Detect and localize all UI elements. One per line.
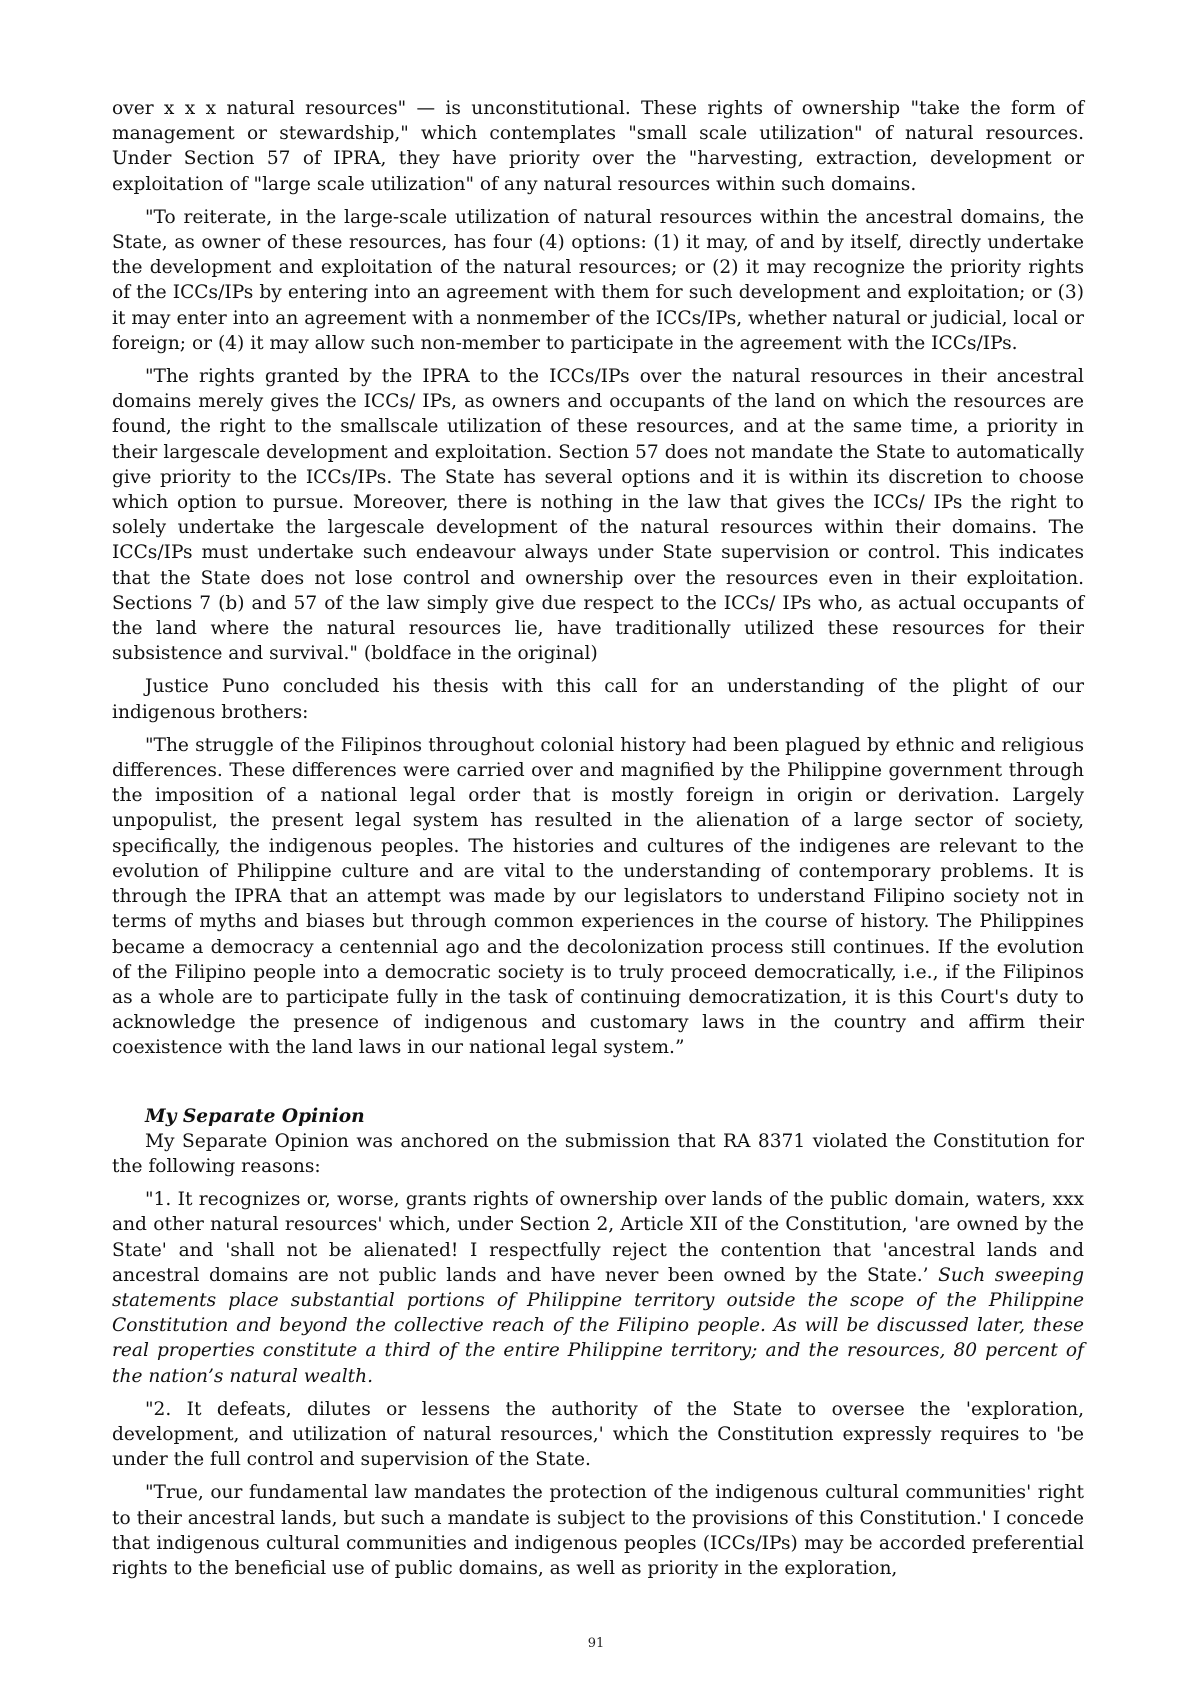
document-page xyxy=(112,96,1084,1581)
paragraph-true-mandate: "True, our fundamental law mandates the protection of the indigenous cultural communities' right to their ancestral lands, but such a mandate is subject to the provisions of this Constitution.' I concede that indigenous cultural communities and indigenous peoples (ICCs/IPs) may be accorded preferential rights to the beneficial use of public domains, as well as priority in the exploration, xyxy=(112,1482,1084,1579)
paragraph-separate-opinion-intro: My Separate Opinion was anchored on the submission that RA 8371 violated the Constitution for the following reasons: xyxy=(112,1130,1084,1177)
section-heading: My Separate Opinion xyxy=(145,1105,365,1127)
paragraph-continuation: over x x x natural resources" — is unconstitutional. These rights of ownership "take the form of management or stewardship," which contemplates "small scale utilization" of natural resources. Under Section 57 of IPRA, they have priority over the "harvesting, extraction, development or exploitation of "large scale utilization" of any natural resources within such domains. xyxy=(112,98,1084,195)
reason-one-italic-text: Such sweeping statements place substantial portions of Philippine territory outside the scope of the Philippine Constitution and beyond the collective reach of the Filipino people. As will be discussed later, these real properties constitute a third of the entire Philippine territory; and the resources, 80 percent of the nation’s natural wealth. xyxy=(112,1264,1084,1387)
paragraph-rights-granted: "The rights granted by the IPRA to the ICCs/IPs over the natural resources in their ancestral domains merely gives the ICCs/ IPs, as owners and occupants of the land on which the resources are found, the right to the smallscale utilization of these resources, and at the same time, a priority in their largescale development and exploitation. Section 57 does not mandate the State to automatically give priority to the ICCs/IPs. The State has several options and it is within its discretion to choose which option to pursue. Moreover, there is nothing in the law that gives the ICCs/ IPs the right to solely undertake the largescale development of the natural resources within their domains. The ICCs/IPs must undertake such endeavour always under State supervision or control. This indicates that the State does not lose control and ownership over the resources even in their exploitation. Sections 7 (b) and 57 of the law simply give due respect to the ICCs/ IPs who, as actual occupants of the land where the natural resources lie, have traditionally utilized these resources for their subsistence and survival." (boldface in the original) xyxy=(112,366,1084,665)
paragraph-puno-conclusion: Justice Puno concluded his thesis with this call for an understanding of the plight of our indigenous brothers: xyxy=(112,676,1084,723)
paragraph-four-options: "To reiterate, in the large-scale utilization of natural resources within the ancestral domains, the State, as owner of these resources, has four (4) options: (1) it may, of and by itself, directly undertake the development and exploitation of the natural resources; or (2) it may recognize the priority rights of the ICCs/IPs by entering into an agreement with them for such development and exploitation; or (3) it may enter into an agreement with a nonmember of the ICCs/IPs, whether natural or judicial, local or foreign; or (4) it may allow such non-member to participate in the agreement with the ICCs/IPs. xyxy=(112,206,1084,354)
paragraph-reason-two: "2. It defeats, dilutes or lessens the authority of the State to oversee the 'exploration, development, and utilization of natural resources,' which the Constitution expressly requires to 'be under the full control and supervision of the State. xyxy=(112,1398,1084,1471)
paragraph-reason-one xyxy=(112,1187,1084,1389)
paragraph-struggle-quote: "The struggle of the Filipinos throughout colonial history had been plagued by ethnic and religious differences. These differences were carried over and magnified by the Philippine government through the imposition of a national legal order that is mostly foreign in origin or derivation. Largely unpopulist, the present legal system has resulted in the alienation of a large sector of society, specifically, the indigenous peoples. The histories and cultures of the indigenes are relevant to the evolution of Philippine culture and are vital to the understanding of contemporary problems. It is through the IPRA that an attempt was made by our legislators to understand Filipino society not in terms of myths and biases but through common experiences in the course of history. The Philippines became a democracy a centennial ago and the decolonization process still continues. If the evolution of the Filipino people into a democratic society is to truly proceed democratically, i.e., if the Filipinos as a whole are to participate fully in the task of continuing democratization, it is this Court's duty to acknowledge the presence of indigenous and customary laws in the country and affirm their coexistence with the land laws in our national legal system.” xyxy=(112,734,1084,1059)
page-number: 91 xyxy=(587,1636,605,1651)
reason-one-text: "1. It recognizes or, worse, grants rights of ownership over lands of the public domain, waters, xxx and other natural resources' which, under Section 2, Article XII of the Constitution, 'are owned by the State' and 'shall not be alienated! I respectfully reject the contention that 'ancestral lands and ancestral domains are not public lands and have never been owned by the State.’ xyxy=(112,1189,1084,1286)
